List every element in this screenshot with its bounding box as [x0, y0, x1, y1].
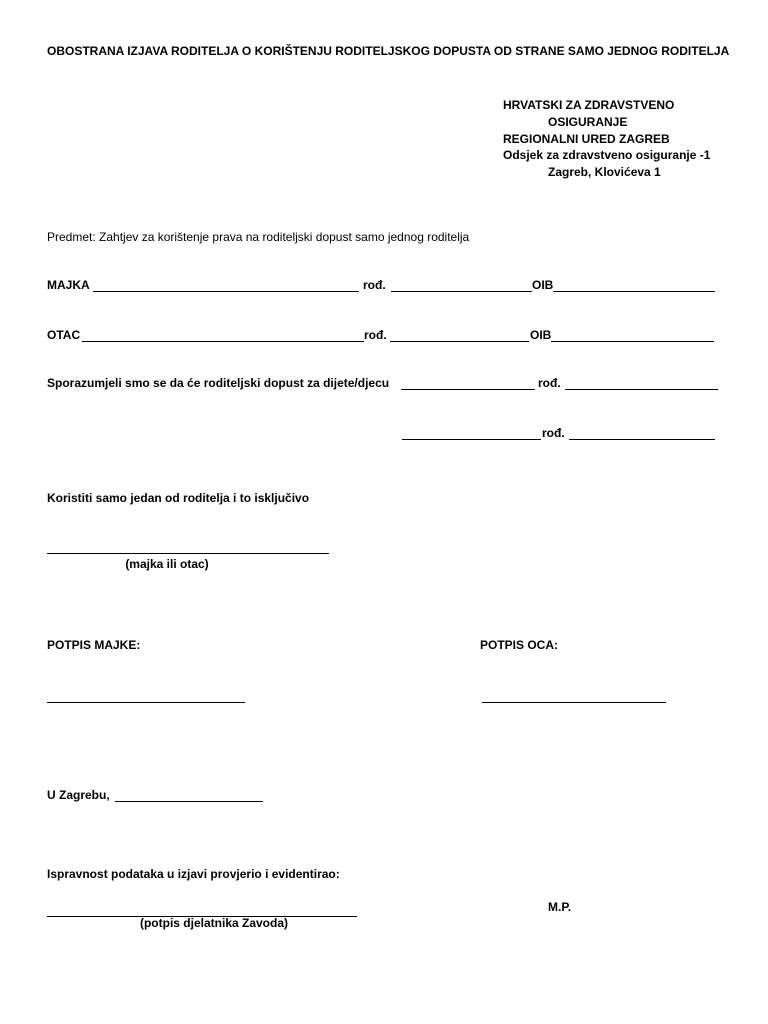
clerk-signature-caption: (potpis djelatnika Zavoda): [139, 916, 289, 930]
mother-signature-field[interactable]: [47, 688, 245, 703]
mother-oib-field[interactable]: [553, 277, 715, 292]
recipient-line-1: HRVATSKI ZA ZDRAVSTVENO: [503, 98, 675, 112]
recipient-line-3: REGIONALNI URED ZAGREB: [503, 132, 670, 146]
recipient-line-4: Odsjek za zdravstveno osiguranje -1: [503, 148, 711, 162]
recipient-line-5: Zagreb, Klovićeva 1: [548, 165, 661, 179]
use-by-text: Koristiti samo jedan od roditelja i to isključivo: [47, 491, 310, 505]
child-2-born-label: rođ.: [542, 426, 565, 440]
father-born-field[interactable]: [390, 327, 529, 342]
child-1-born-field[interactable]: [565, 375, 718, 390]
mother-name-field[interactable]: [93, 277, 359, 292]
subject-line: Predmet: Zahtjev za korištenje prava na roditeljski dopust samo jednog roditelja: [47, 230, 470, 244]
parent-choice-field[interactable]: [47, 539, 329, 554]
father-name-field[interactable]: [82, 327, 364, 342]
mother-oib-label: OIB: [532, 278, 554, 292]
father-born-label: rođ.: [364, 328, 387, 342]
agreement-text: Sporazumjeli smo se da će roditeljski dopust za dijete/djecu: [47, 376, 390, 390]
child-1-born-label: rođ.: [538, 376, 561, 390]
father-oib-label: OIB: [530, 328, 552, 342]
child-2-name-field[interactable]: [402, 425, 541, 440]
father-signature-field[interactable]: [482, 688, 666, 703]
child-1-name-field[interactable]: [401, 375, 535, 390]
child-2-born-field[interactable]: [569, 425, 715, 440]
father-oib-field[interactable]: [551, 327, 714, 342]
mother-label: MAJKA: [47, 278, 90, 292]
place-label: U Zagrebu,: [47, 788, 110, 802]
document-title: OBOSTRANA IZJAVA RODITELJA O KORIŠTENJU RODITELJSKOG DOPUSTA OD STRANE SAMO JEDNOG RODITELJA: [47, 44, 730, 58]
stamp-label: M.P.: [548, 900, 572, 914]
verification-text: Ispravnost podataka u izjavi provjerio i evidentirao:: [47, 867, 340, 881]
parent-choice-caption: (majka ili otac): [125, 557, 209, 571]
father-label: OTAC: [47, 328, 81, 342]
mother-born-label: rođ.: [363, 278, 386, 292]
date-field[interactable]: [115, 787, 263, 802]
father-signature-label: POTPIS OCA:: [480, 638, 559, 652]
mother-born-field[interactable]: [391, 277, 532, 292]
recipient-line-2: OSIGURANJE: [548, 115, 628, 129]
mother-signature-label: POTPIS MAJKE:: [47, 638, 141, 652]
